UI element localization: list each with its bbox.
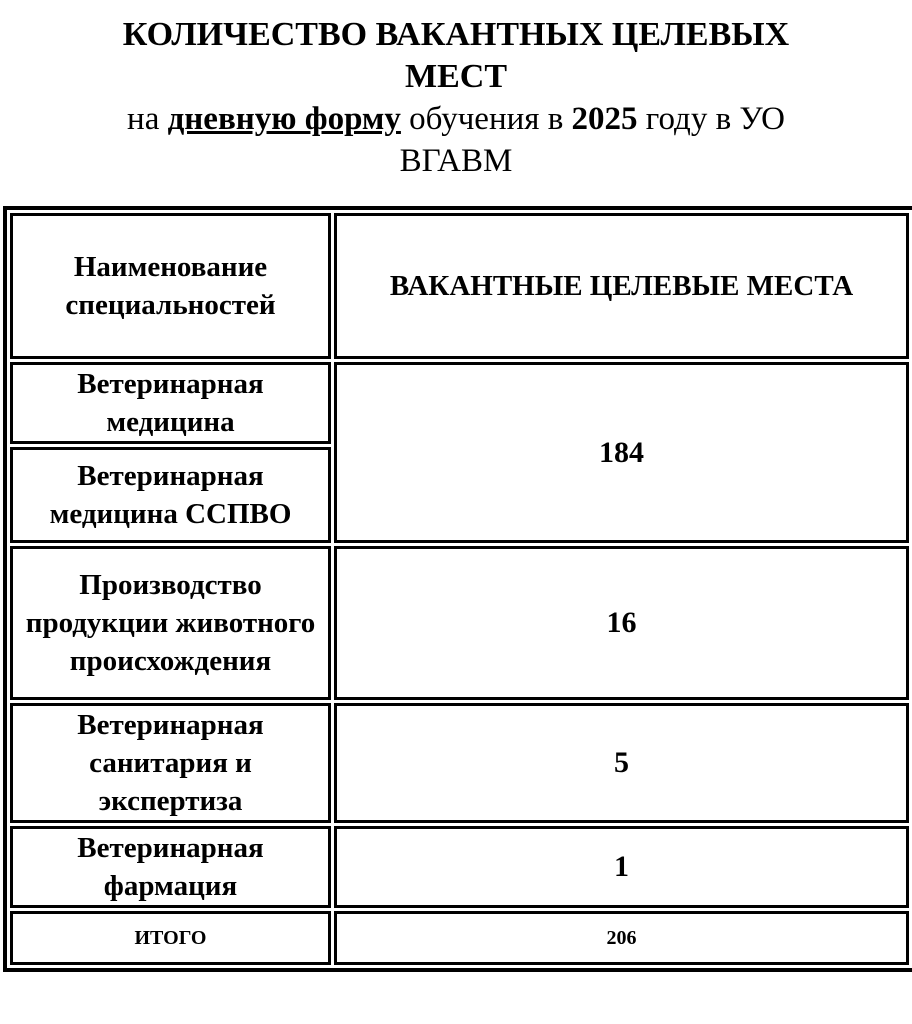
table-total-row: [10, 911, 909, 965]
table-row: [10, 703, 909, 823]
total-value: 206: [334, 911, 909, 965]
subtitle-prefix: на: [127, 101, 168, 137]
specialty-cell: Ветеринарная фармация: [10, 826, 331, 908]
value-cell: 16: [334, 546, 909, 700]
table-row: [10, 362, 909, 444]
specialty-cell: Ветеринарная санитария и экспертиза: [10, 703, 331, 823]
subtitle-middle: обучения в: [400, 101, 572, 137]
subtitle-suffix: году в УО: [637, 101, 785, 137]
table-row: [10, 546, 909, 700]
subtitle-form: дневную форму: [167, 101, 401, 137]
value-cell: 184: [334, 362, 909, 543]
header-specialty: Наименование специальностей: [10, 213, 331, 359]
title-line-2: МЕСТ: [405, 58, 507, 95]
specialty-cell: Производство продукции животного происхождения: [10, 546, 331, 700]
table-header-row: [10, 213, 909, 359]
specialty-cell: Ветеринарная медицина: [10, 362, 331, 444]
total-label: ИТОГО: [10, 911, 331, 965]
header-vacancies: ВАКАНТНЫЕ ЦЕЛЕВЫЕ МЕСТА: [334, 213, 909, 359]
vacancies-table: [7, 210, 912, 968]
table-row: [10, 826, 909, 908]
specialty-cell: Ветеринарная медицина ССПВО: [10, 447, 331, 543]
vacancies-table-frame: [3, 206, 912, 972]
subtitle-line-2: ВГАВМ: [399, 143, 513, 179]
document-heading: [0, 14, 912, 182]
subtitle-line-1: [0, 98, 912, 140]
value-cell: 1: [334, 826, 909, 908]
subtitle-year: 2025: [571, 101, 638, 137]
value-cell: 5: [334, 703, 909, 823]
title-line-1: КОЛИЧЕСТВО ВАКАНТНЫХ ЦЕЛЕВЫХ: [122, 16, 790, 53]
